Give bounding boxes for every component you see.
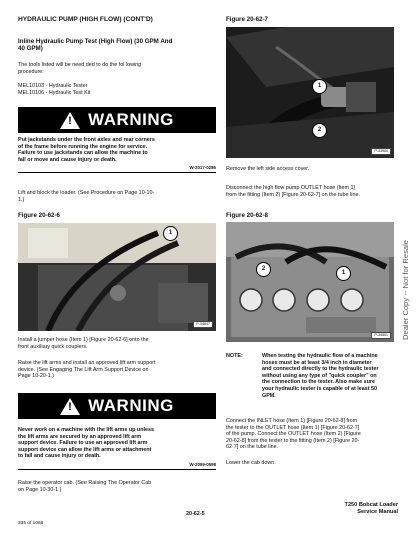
figure-20-62-6-photo — [18, 223, 216, 331]
figure-caption: Figure 20-62-8 — [226, 212, 268, 219]
warning-line: the lift arms are secured by an approved lift arm — [18, 433, 142, 440]
warning-banner — [18, 393, 216, 419]
photo-id-label: P-43964 — [371, 148, 391, 155]
note-line: and connected directly to the hydraulic tester — [262, 366, 379, 373]
lift-line: Lift and block the loader. (See Procedure on Page 10-10- — [18, 190, 155, 196]
warning-triangle-icon: ! — [60, 112, 80, 129]
callout-1: 1 — [163, 226, 178, 241]
figure-caption: Figure 20-62-6 — [18, 212, 60, 219]
raise-instruction — [18, 360, 218, 380]
note-line: hoses must be at least 3/4 inch in diameter — [262, 359, 372, 366]
figure-20-62-7-photo — [226, 27, 394, 158]
raise-cab-instruction — [18, 480, 218, 493]
raise-cab-line: on Page 10-30-1.) — [18, 486, 62, 493]
warning-title: WARNING — [88, 396, 174, 415]
note-label: NOTE: — [226, 353, 243, 359]
warning-line: fall or move and cause injury or death. — [18, 156, 117, 163]
connect-instruction — [226, 418, 408, 451]
connect-line: 62-7] on the tube line. — [226, 444, 279, 451]
footer-model-block — [300, 502, 398, 516]
connect-line: Connect the INLET hose (Item 1) [Figure 20-62-8] from — [226, 418, 358, 424]
warning-line: Failure to use jackstands can allow the machine to — [18, 150, 148, 157]
subsection-title-line: 40 GPM) — [18, 45, 43, 52]
note-text — [262, 353, 410, 399]
callout-1: 1 — [312, 79, 327, 94]
jumper-instruction — [18, 337, 218, 350]
lift-instruction — [18, 190, 218, 203]
raise-cab-line: Raise the operator cab. (See Raising The Operator Cab — [18, 480, 152, 486]
figure-20-62-8-photo — [226, 222, 394, 342]
intro-line: procedure: — [18, 68, 44, 75]
warning-banner — [18, 107, 216, 133]
warning-code: W-2059-0598 — [189, 462, 216, 467]
jumper-line: Install a jumper hose (Item 1) [Figure 20-62-6] onto the — [18, 337, 149, 343]
warning-text — [18, 137, 218, 163]
callout-2: 2 — [256, 262, 271, 277]
warning-line: Never work on a machine with the lift arms up unless — [18, 427, 154, 433]
connect-line: the tester to the OUTLET hose (Item 1) [Figure 20-62-7] — [226, 424, 360, 431]
jumper-line: front auxiliary quick couplers. — [18, 343, 88, 350]
lower-instruction: Lower the cab down. — [226, 460, 276, 466]
photo-illustration — [226, 27, 394, 158]
page-number: 20-62-5 — [186, 511, 205, 517]
warning-line: Put jackstands under the front axles and rear corners — [18, 137, 155, 143]
figure-caption: Figure 20-62-7 — [226, 16, 268, 23]
warning-title: WARNING — [88, 110, 174, 129]
raise-line: Raise the lift arms and install an approved lift arm support — [18, 360, 156, 366]
tool-item: MEL10106 - Hydraulic Test Kit — [18, 89, 91, 96]
page-count: 335 of 1066 — [18, 521, 44, 526]
warning-line: support device. Failure to use an approved lift arm — [18, 440, 148, 447]
intro-paragraph — [18, 62, 213, 75]
note-line: your hydraulic tester is capable of at least 50 — [262, 385, 378, 392]
note-line: without using any type of "quick coupler" on — [262, 372, 377, 379]
watermark-text: Dealer Copy -- Not for Resale — [401, 239, 410, 340]
warning-triangle-icon: ! — [60, 398, 80, 415]
divider — [18, 172, 216, 173]
note-line: When testing the hydraulic flow of a machine — [262, 353, 378, 359]
callout-2: 2 — [312, 123, 327, 138]
footer-model: T250 Bobcat Loader — [344, 502, 398, 508]
disconnect-instruction — [226, 185, 406, 198]
divider — [18, 469, 216, 470]
connect-line: 20-62-8] from the tester to the fitting (Item 2) [Figure 20- — [226, 437, 360, 444]
disconnect-line: from the fitting (Item 2) [Figure 20-62-7] on the tube line. — [226, 191, 360, 198]
warning-code: W-2017-0286 — [189, 165, 216, 170]
warning-line: of the frame before running the engine for service. — [18, 143, 148, 150]
subsection-title — [18, 38, 172, 52]
tool-item: MEL10103 - Hydraulic Tester — [18, 83, 88, 89]
connect-line: of the pump. Connect the OUTLET hose (Item 2) [Figure — [226, 431, 361, 438]
note-line: the connection to the tester. Also make sure — [262, 379, 376, 386]
remove-instruction: Remove the left side access cover. — [226, 166, 310, 172]
warning-line: support device can allow the lift arms or attachment — [18, 446, 152, 453]
footer-manual: Service Manual — [357, 509, 398, 515]
tool-list — [18, 83, 90, 96]
photo-illustration — [226, 222, 394, 342]
warning-text — [18, 427, 218, 460]
subsection-title-line: Inline Hydraulic Pump Test (High Flow) (30 GPM And — [18, 38, 173, 45]
callout-1: 1 — [336, 266, 351, 281]
lift-line: 1.) — [18, 196, 25, 203]
raise-line: device. (See Engaging The Lift Arm Support Device on — [18, 366, 149, 373]
photo-id-label: P-34851 — [371, 332, 391, 339]
disconnect-line: Disconnect the high flow pump OUTLET hose (Item 1) — [226, 185, 356, 191]
warning-line: to fall and cause injury or death. — [18, 453, 101, 460]
section-title: HYDRAULIC PUMP (HIGH FLOW) (CONT'D) — [18, 16, 153, 23]
note-line: GPM. — [262, 392, 276, 399]
intro-line: The tools listed will be need ded to do the fol lowing — [18, 62, 142, 68]
raise-line: Page 10-20-1.) — [18, 373, 54, 380]
photo-id-label: P-34847 — [193, 321, 213, 328]
photo-illustration — [18, 223, 216, 331]
